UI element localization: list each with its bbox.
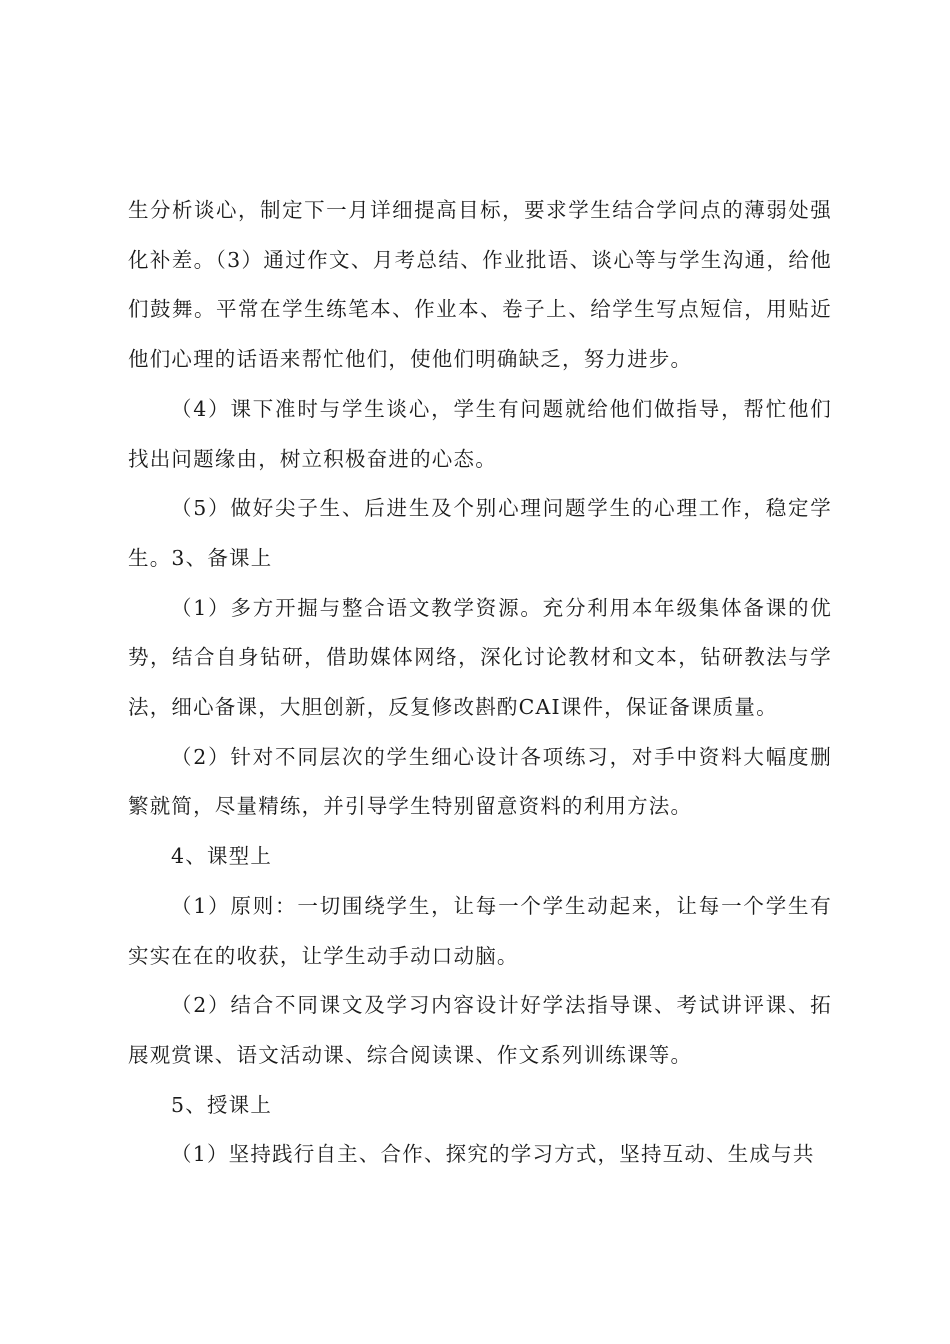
paragraph-lesson-prep-1: （1）多方开掘与整合语文教学资源。充分利用本年级集体备课的优势，结合自身钻研，借助媒体网络，深化讨论教材和文本，钻研教法与学法，细心备课，大胆创新，反复修改斟酌CAI课件，保证备课质量。 bbox=[128, 595, 832, 720]
paragraph-item-4: （4）课下准时与学生谈心，学生有问题就给他们做指导，帮忙他们找出问题缘由，树立积极奋进的心态。 bbox=[128, 396, 832, 471]
paragraph-item-5: （5）做好尖子生、后进生及个别心理问题学生的心理工作，稳定学生。3、备课上 bbox=[128, 496, 832, 570]
paragraph-continuation: 生分析谈心，制定下一月详细提高目标，要求学生结合学问点的薄弱处强化补差。（3）通过作文、月考总结、作业批语、谈心等与学生沟通，给他们鼓舞。平常在学生练笔本、作业本、卷子上、给学生写点短信，用贴近他们心理的话语来帮忙他们，使他们明确缺乏，努力进步。 bbox=[128, 198, 832, 372]
paragraph-lesson-prep-2: （2）针对不同层次的学生细心设计各项练习，对手中资料大幅度删繁就简，尽量精练，并引导学生特别留意资料的利用方法。 bbox=[128, 744, 832, 819]
section-heading-lesson-type: 4、课型上 bbox=[171, 844, 273, 869]
paragraph-lesson-type-2: （2）结合不同课文及学习内容设计好学法指导课、考试讲评课、拓展观赏课、语文活动课、综合阅读课、作文系列训练课等。 bbox=[128, 993, 832, 1067]
paragraph-lesson-type-1: （1）原则：一切围绕学生，让每一个学生动起来，让每一个学生有实实在在的收获，让学生动手动口动脑。 bbox=[128, 893, 832, 968]
paragraph-teaching-1: （1）坚持践行自主、合作、探究的学习方式，坚持互动、生成与共 bbox=[171, 1142, 815, 1167]
section-heading-teaching: 5、授课上 bbox=[171, 1092, 273, 1117]
document-body bbox=[128, 186, 832, 1180]
